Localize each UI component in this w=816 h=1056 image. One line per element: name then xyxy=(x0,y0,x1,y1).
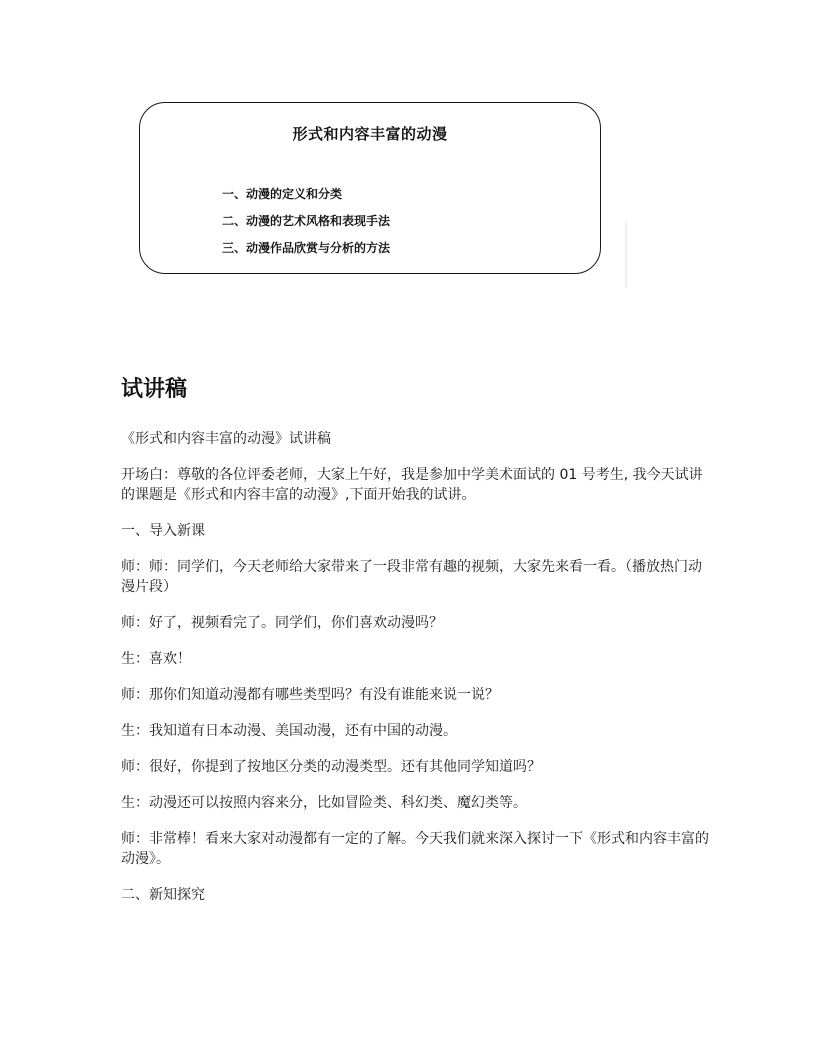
paragraph-dialogue: 师：那你们知道动漫都有哪些类型吗？有没有谁能来说一说？ xyxy=(121,687,499,703)
outline-item: 二、动漫的艺术风格和表现手法 xyxy=(222,214,391,228)
outline-box xyxy=(139,102,601,274)
outline-title: 形式和内容丰富的动漫 xyxy=(292,125,448,143)
paragraph-dialogue: 师：好了，视频看完了。同学们，你们喜欢动漫吗？ xyxy=(121,615,443,631)
paragraph-dialogue: 生：喜欢！ xyxy=(121,651,191,667)
outline-item: 一、动漫的定义和分类 xyxy=(222,187,343,201)
outline-item: 三、动漫作品欣赏与分析的方法 xyxy=(222,241,391,255)
paragraph-dialogue: 师：很好，你提到了按地区分类的动漫类型。还有其他同学知道吗？ xyxy=(121,759,541,775)
paragraph-dialogue: 师：师：同学们，今天老师给大家带来了一段非常有趣的视频，大家先来看一看。（播放热门动漫片段） xyxy=(121,559,702,595)
paragraph-section-2: 二、新知探究 xyxy=(121,887,205,903)
paragraph-doc-title: 《形式和内容丰富的动漫》试讲稿 xyxy=(121,431,331,447)
paragraph-section-1: 一、导入新课 xyxy=(121,523,205,539)
section-heading: 试讲稿 xyxy=(121,377,188,402)
script-body xyxy=(121,429,711,921)
image-edge-divider xyxy=(625,222,627,288)
paragraph-dialogue: 生：动漫还可以按照内容来分，比如冒险类、科幻类、魔幻类等。 xyxy=(121,795,527,811)
paragraph-opening: 开场白：尊敬的各位评委老师，大家上午好，我是参加中学美术面试的 01 号考生, 我今天试讲的课题是《形式和内容丰富的动漫》,下面开始我的试讲。 xyxy=(121,467,703,503)
outline-list xyxy=(222,181,390,262)
paragraph-dialogue: 师：非常棒！看来大家对动漫都有一定的了解。今天我们就来深入探讨一下《形式和内容丰富的动漫》。 xyxy=(121,831,709,867)
paragraph-dialogue: 生：我知道有日本动漫、美国动漫，还有中国的动漫。 xyxy=(121,723,457,739)
